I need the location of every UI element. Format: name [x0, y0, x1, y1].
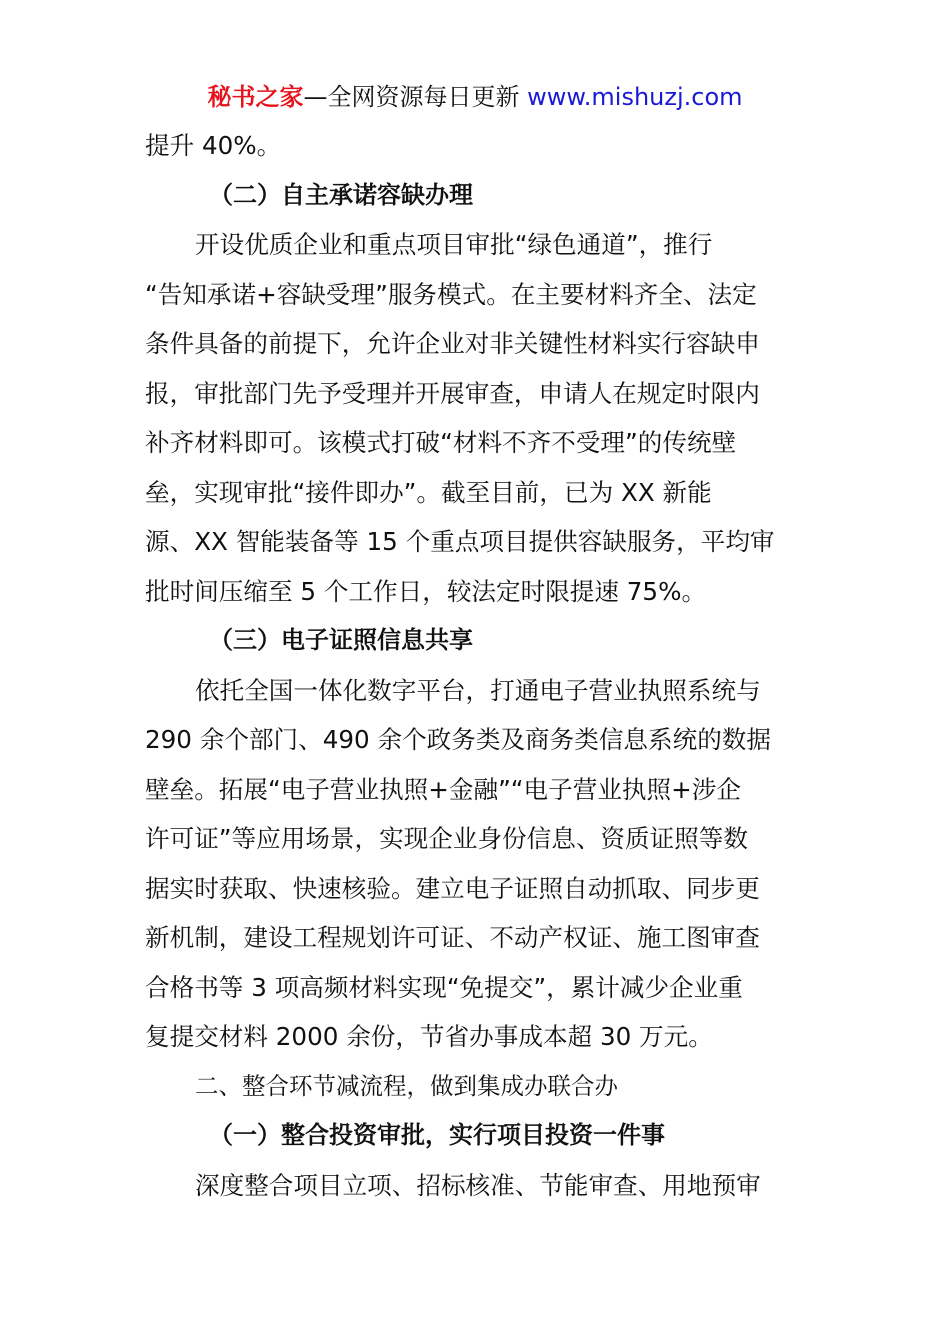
- body-line: “告知承诺+容缺受理”服务模式。在主要材料齐全、法定: [145, 279, 757, 309]
- header-url-link[interactable]: www.mishuzj.com: [527, 83, 743, 111]
- document-body: [145, 121, 815, 1210]
- page-header: [0, 80, 950, 114]
- body-line: 垒，实现审批“接件即办”。截至目前，已为 XX 新能: [145, 477, 712, 507]
- subsection-heading: （一）整合投资审批，实行项目投资一件事: [209, 1121, 665, 1149]
- paragraph-first-line: 依托全国一体化数字平台，打通电子营业执照系统与: [195, 675, 761, 705]
- body-line: 补齐材料即可。该模式打破“材料不齐不受理”的传统壁: [145, 428, 737, 457]
- body-line: 合格书等 3 项高频材料实现“免提交”，累计减少企业重: [145, 972, 743, 1002]
- body-line: 290 余个部门、490 余个政务类及商务类信息系统的数据: [145, 725, 771, 754]
- body-line: 新机制，建设工程规划许可证、不动产权证、施工图审查: [145, 923, 760, 952]
- body-line: 条件具备的前提下，允许企业对非关键性材料实行容缺申: [145, 329, 760, 358]
- brand-name: 秘书之家: [207, 83, 304, 111]
- body-line: 提升 40%。: [145, 131, 282, 160]
- body-line: 源、XX 智能装备等 15 个重点项目提供容缺服务，平均审: [145, 527, 775, 556]
- body-line: 复提交材料 2000 余份，节省办事成本超 30 万元。: [145, 1022, 713, 1051]
- subsection-heading: （三）电子证照信息共享: [209, 626, 473, 654]
- body-line: 据实时获取、快速核验。建立电子证照自动抓取、同步更: [145, 873, 760, 903]
- body-line: 报，审批部门先予受理并开展审查，申请人在规定时限内: [145, 378, 760, 408]
- paragraph-first-line: 开设优质企业和重点项目审批“绿色通道”，推行: [195, 230, 713, 259]
- paragraph-first-line: 深度整合项目立项、招标核准、节能审查、用地预审: [195, 1170, 761, 1200]
- body-line: 壁垒。拓展“电子营业执照+金融”“电子营业执照+涉企: [145, 774, 741, 804]
- section-heading: 二、整合环节减流程，做到集成办联合办: [195, 1071, 618, 1100]
- subsection-heading: （二）自主承诺容缺办理: [209, 180, 473, 209]
- body-line: 批时间压缩至 5 个工作日，较法定时限提速 75%。: [145, 576, 707, 606]
- header-tagline: —全网资源每日更新: [303, 83, 528, 111]
- body-line: 许可证”等应用场景，实现企业身份信息、资质证照等数: [145, 824, 748, 853]
